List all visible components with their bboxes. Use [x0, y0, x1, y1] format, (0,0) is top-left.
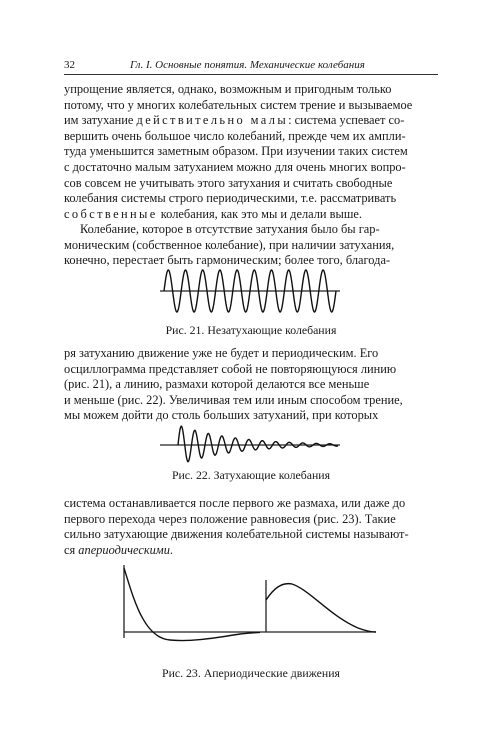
- header-rule: [64, 74, 438, 75]
- running-title: Гл. I. Основные понятия. Механические колебания: [130, 59, 365, 71]
- text-line: колебания системы строго периодическими, т.е. рассматривать: [64, 191, 397, 206]
- text-line: вершить очень большое число колебаний, прежде чем их ампли-: [64, 128, 406, 143]
- figure-23-aperiodic-motions: [110, 560, 390, 660]
- text-line: Колебание, которое в отсутствие затухания было бы гар-: [80, 222, 380, 236]
- text-line: и меньше (рис. 22). Увеличивая тем или иным способом трение,: [64, 392, 403, 407]
- paragraph-3: [64, 346, 438, 424]
- text-line: конечно, перестает быть гармоническим; более того, благода-: [64, 253, 391, 268]
- italic-term: апериодическими: [78, 542, 170, 557]
- text-line: туда уменьшится заметным образом. При изучении таких систем: [64, 144, 408, 159]
- damped-wave: [178, 426, 338, 461]
- text-line: ря затуханию движение уже не будет и периодическим. Его: [64, 346, 379, 360]
- text-line: сильно затухающие движения колебательной системы называют-: [64, 527, 409, 542]
- creeping-curve: [266, 584, 376, 632]
- overshoot-curve: [124, 568, 260, 641]
- paragraph-1: [64, 82, 438, 222]
- figure-22-damped-oscillations: [150, 420, 350, 470]
- text-line: моническим (собственное колебание), при наличии затухания,: [64, 237, 395, 252]
- figure-21-caption: Рис. 21. Незатухающие колебания: [165, 323, 337, 337]
- text-line: сов совсем не учитывать этого затухания и считать свободные: [64, 175, 393, 190]
- undamped-wave: [164, 270, 336, 312]
- spaced-emphasis: действительно малы: [136, 113, 289, 128]
- text-line: ся апериодическими.: [64, 542, 174, 557]
- text-line: им затухание действительно малы: система успевает со-: [64, 113, 405, 128]
- spaced-emphasis: собственные: [64, 206, 158, 221]
- text-line: с достаточно малым затуханием можно для очень многих вопро-: [64, 159, 406, 174]
- text-line: мы можем дойти до столь больших затуханий, при которых: [64, 408, 379, 423]
- figure-22-caption: Рис. 22. Затухающие колебания: [171, 468, 331, 482]
- text-line: осциллограмма представляет собой не повторяющуюся линию: [64, 361, 397, 376]
- text-line: упрощение является, однако, возможным и пригодным только: [64, 82, 392, 96]
- page-number: 32: [64, 59, 75, 71]
- text-line: потому, что у многих колебательных систем трение и вызываемое: [64, 97, 413, 112]
- figure-23-caption: Рис. 23. Апериодические движения: [162, 666, 340, 680]
- figure-21-undamped-oscillations: [150, 262, 350, 320]
- text-line: (рис. 21), а линию, размахи которой делаются все меньше: [64, 377, 370, 392]
- text-line: собственные колебания, как это мы и делали выше.: [64, 206, 362, 221]
- text-line: система останавливается после первого же размаха, или даже до: [64, 496, 406, 510]
- paragraph-4: [64, 496, 438, 558]
- page-header: [64, 57, 438, 75]
- text-line: первого перехода через положение равновесия (рис. 23). Такие: [64, 511, 396, 526]
